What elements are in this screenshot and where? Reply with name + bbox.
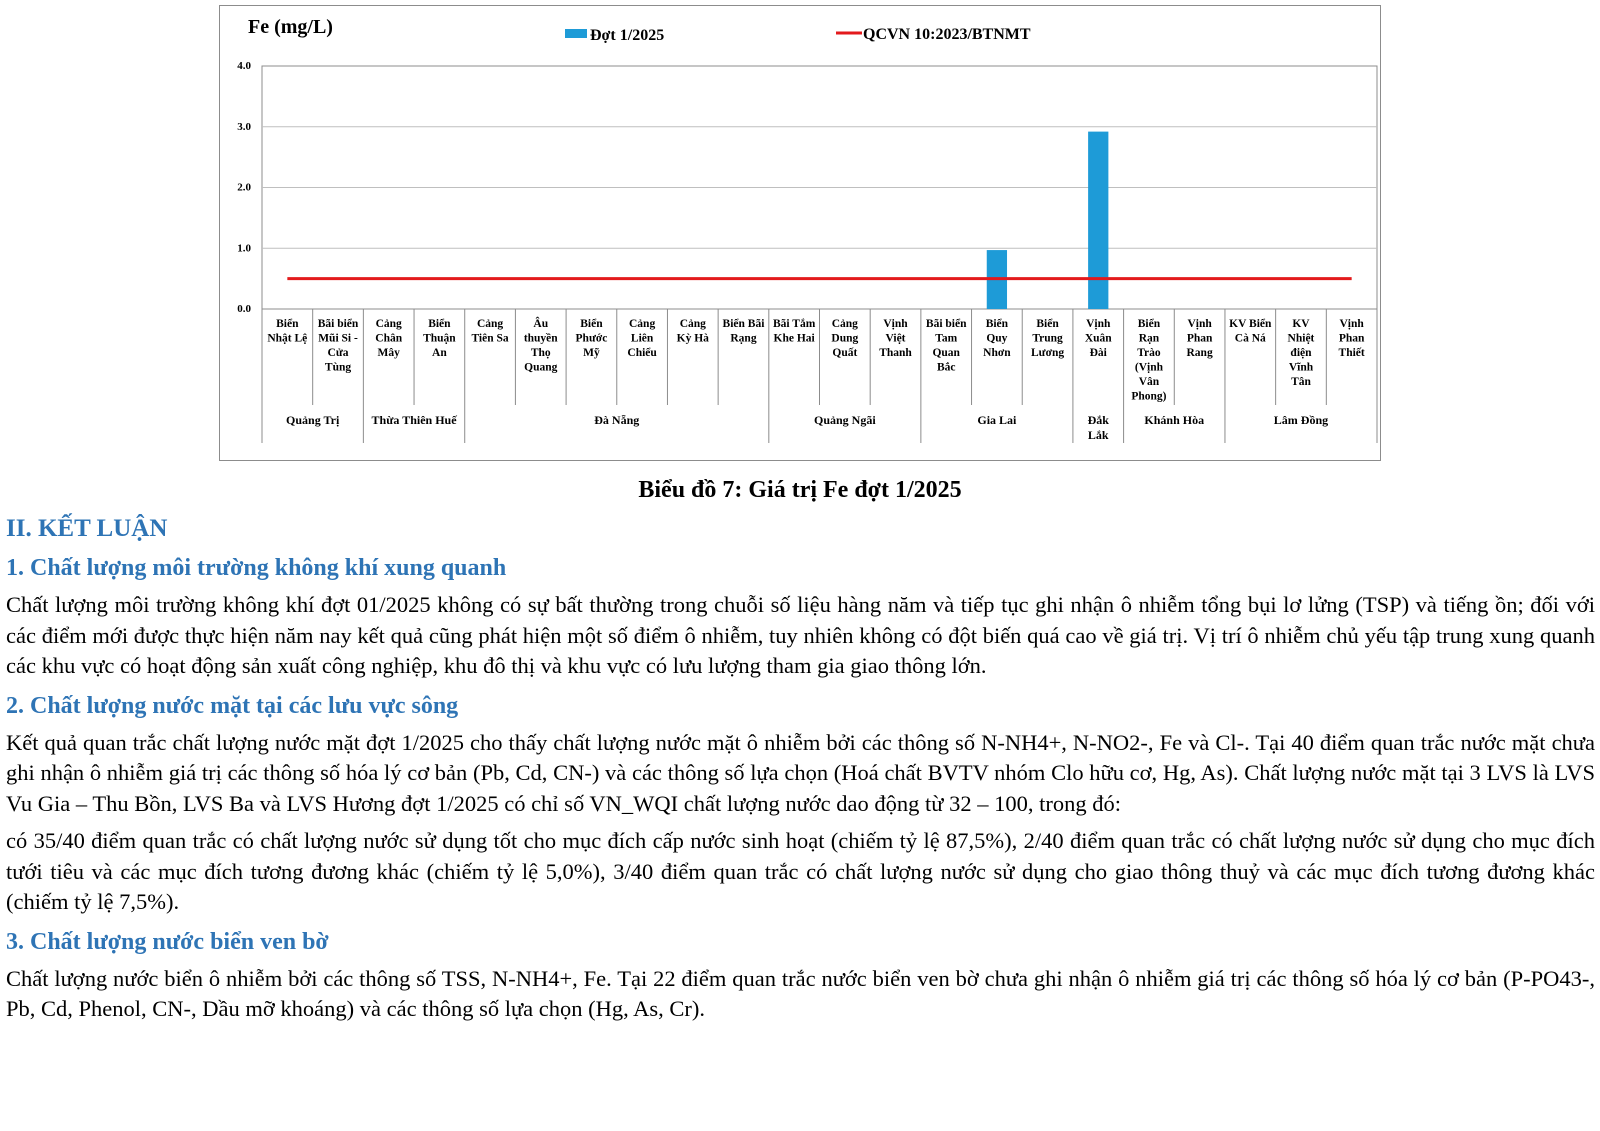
category-label: Vĩnh xyxy=(1288,361,1314,374)
category-label: Âu xyxy=(533,318,549,330)
category-label: Tân xyxy=(1291,376,1311,388)
y-axis-title: Fe (mg/L) xyxy=(248,16,333,38)
paragraph-surface-water-1: Kết quả quan trắc chất lượng nước mặt đợt 1/2025 cho thấy chất lượng nước mặt ô nhiễm bởi các thông số N-NH4+, N-NO2-, Fe và Cl-. Tại 40 điểm quan trắc nước mặt chưa ghi nhận ô nhiễm giá trị các thông số hóa lý cơ bản (Pb, Cd, CN-) và các thông số lựa chọn (Hoá chất BVTV nhóm Clo hữu cơ, Hg, As). Chất lượng nước mặt tại 3 LVS là LVS Vu Gia – Thu Bồn, LVS Ba và LVS Hương đợt 1/2025 có chỉ số VN_WQI chất lượng nước dao động từ 32 – 100, trong đó: xyxy=(6,729,1595,816)
category-label: Tiên Sa xyxy=(471,332,509,345)
paragraph-coastal-water: Chất lượng nước biển ô nhiễm bởi các thông số TSS, N-NH4+, Fe. Tại 22 điểm quan trắc nước biển ven bờ chưa ghi nhận ô nhiễm giá trị các thông số hóa lý cơ bản (P-PO43-, Pb, Cd, Phenol, CN-, Dầu mỡ khoáng) và các thông số lựa chọn (Hg, As, Cr). xyxy=(6,965,1595,1021)
category-label: Cảng xyxy=(831,318,858,330)
y-tick-label: 1.0 xyxy=(237,242,251,255)
category-label: Bắc xyxy=(936,361,956,374)
category-label: Biển xyxy=(580,318,603,330)
category-label: Biển xyxy=(428,318,451,330)
category-label: Nhiệt xyxy=(1287,332,1315,345)
category-label: Tam xyxy=(935,332,958,345)
category-label: điện xyxy=(1290,347,1312,359)
conclusion-section xyxy=(6,512,1595,1032)
category-label: Rang xyxy=(1186,347,1213,359)
category-label: Phan xyxy=(1186,332,1213,345)
category-label: Lương xyxy=(1031,347,1065,359)
category-label: Phước xyxy=(575,332,608,345)
group-label: Quảng Ngãi xyxy=(813,413,876,427)
group-label: Lắk xyxy=(1087,428,1109,442)
category-label: thuyền xyxy=(523,332,558,345)
category-label: Vân xyxy=(1138,376,1160,388)
category-label: Liên xyxy=(630,332,654,345)
category-label: Chân xyxy=(375,332,403,345)
legend-label-bar: Đợt 1/2025 xyxy=(590,27,665,44)
category-label: Vịnh xyxy=(883,318,908,330)
legend-label-line: QCVN 10:2023/BTNMT xyxy=(863,26,1031,43)
category-label: Rạng xyxy=(730,332,757,345)
category-label: Phan xyxy=(1338,332,1365,345)
category-label: Cảng xyxy=(375,318,402,330)
paragraph-air: Chất lượng môi trường không khí đợt 01/2025 không có sự bất thường trong chuỗi số liệu hàng năm và tiếp tục ghi nhận ô nhiễm tổng bụi lơ lửng (TSP) và tiếng ồn; đối với các điểm mới được thực hiện năm nay kết quả cũng phát hiện một số điểm ô nhiễm, tuy nhiên không có đột biến quá cao về giá trị. Vị trí ô nhiễm chủ yếu tập trung xung quanh các khu vực có hoạt động sản xuất công nghiệp, khu đô thị và khu vực có lưu lượng tham gia giao thông lớn. xyxy=(6,592,1595,678)
category-label: Biển Bãi xyxy=(722,318,765,330)
legend-swatch-bar xyxy=(565,29,587,38)
category-label: Cà Ná xyxy=(1234,332,1266,345)
group-label: Quảng Trị xyxy=(286,413,340,427)
category-label: Mỹ xyxy=(583,347,600,359)
category-label: Đài xyxy=(1089,347,1107,359)
category-label: Cảng xyxy=(629,318,656,330)
category-label: Biển xyxy=(985,318,1009,330)
y-tick-label: 2.0 xyxy=(237,181,251,194)
category-label: Quan xyxy=(932,347,960,359)
group-label: Gia Lai xyxy=(977,413,1017,427)
bar xyxy=(1088,132,1108,309)
y-tick-label: 0.0 xyxy=(237,303,251,315)
subsection-heading-air: 1. Chất lượng môi trường không khí xung quanh xyxy=(6,555,507,581)
category-label: Xuân xyxy=(1084,332,1112,345)
category-label: Mây xyxy=(377,347,400,359)
category-label: Dung xyxy=(831,332,859,345)
category-label: Thuận xyxy=(423,332,456,345)
category-label: Thanh xyxy=(879,347,912,359)
category-label: Tùng xyxy=(324,361,352,374)
paragraph-surface-water-2: có 35/40 điểm quan trắc có chất lượng nước sử dụng tốt cho mục đích cấp nước sinh hoạt (chiếm tỷ lệ 87,5%), 2/40 điểm quan trắc có chất lượng nước sử dụng cho mục đích tưới tiêu và các mục đích tương đương khác (chiếm tỷ lệ 5,0%), 3/40 điểm quan trắc có chất lượng nước sử dụng cho giao thông thuỷ và các mục đích tương đương khác (chiếm tỷ lệ 7,5%). xyxy=(6,828,1595,914)
category-label: Vịnh xyxy=(1339,318,1364,330)
y-tick-label: 3.0 xyxy=(237,120,251,133)
category-label: Biển xyxy=(1036,318,1059,330)
category-label: Bãi biển xyxy=(317,318,359,330)
category-label: Phong) xyxy=(1131,390,1167,403)
category-label: Mũi Si - xyxy=(318,332,358,345)
subsection-heading-surface-water: 2. Chất lượng nước mặt tại các lưu vực sông xyxy=(6,692,459,719)
category-label: Quất xyxy=(832,347,858,359)
category-label: Thiết xyxy=(1338,347,1365,359)
category-label: Nhật Lệ xyxy=(267,332,308,345)
category-label: Trung xyxy=(1032,332,1063,345)
y-tick-label: 4.0 xyxy=(237,60,251,72)
category-label: Vịnh xyxy=(1086,318,1111,330)
category-label: Vịnh xyxy=(1187,318,1212,330)
category-label: Bãi biển xyxy=(925,318,967,330)
category-label: Khe Hai xyxy=(773,332,815,345)
section-heading: II. KẾT LUẬN xyxy=(6,515,168,542)
category-label: Cửa xyxy=(327,347,349,359)
category-label: Việt xyxy=(885,332,906,345)
fe-bar-chart xyxy=(0,0,1600,470)
category-label: Cảng xyxy=(679,318,706,330)
category-label: Nhơn xyxy=(983,347,1011,359)
group-label: Khánh Hòa xyxy=(1144,413,1205,427)
category-label: Cảng xyxy=(476,318,504,330)
category-label: Biển xyxy=(276,318,299,330)
category-label: Bãi Tắm xyxy=(773,318,816,330)
category-label: An xyxy=(432,347,447,359)
category-label: Trào xyxy=(1137,347,1161,359)
category-label: Chiểu xyxy=(627,347,657,359)
category-label: Biển xyxy=(1137,318,1161,330)
group-label: Lâm Đồng xyxy=(1273,413,1329,427)
category-label: Kỳ Hà xyxy=(676,332,709,345)
category-label: Rạn xyxy=(1138,332,1160,345)
category-label: Quy xyxy=(986,332,1008,345)
chart-caption: Biểu đồ 7: Giá trị Fe đợt 1/2025 xyxy=(638,477,962,503)
category-label: (Vịnh xyxy=(1134,361,1163,374)
category-label: Thọ xyxy=(530,347,551,359)
group-label: Thừa Thiên Huế xyxy=(371,413,457,427)
category-label: Quang xyxy=(524,361,558,374)
category-label: KV xyxy=(1292,318,1310,330)
group-label: Đà Nẵng xyxy=(594,413,640,427)
subsection-heading-coastal-water: 3. Chất lượng nước biển ven bờ xyxy=(6,928,329,955)
category-label: KV Biển xyxy=(1229,318,1272,330)
group-label: Đắk xyxy=(1087,413,1109,427)
